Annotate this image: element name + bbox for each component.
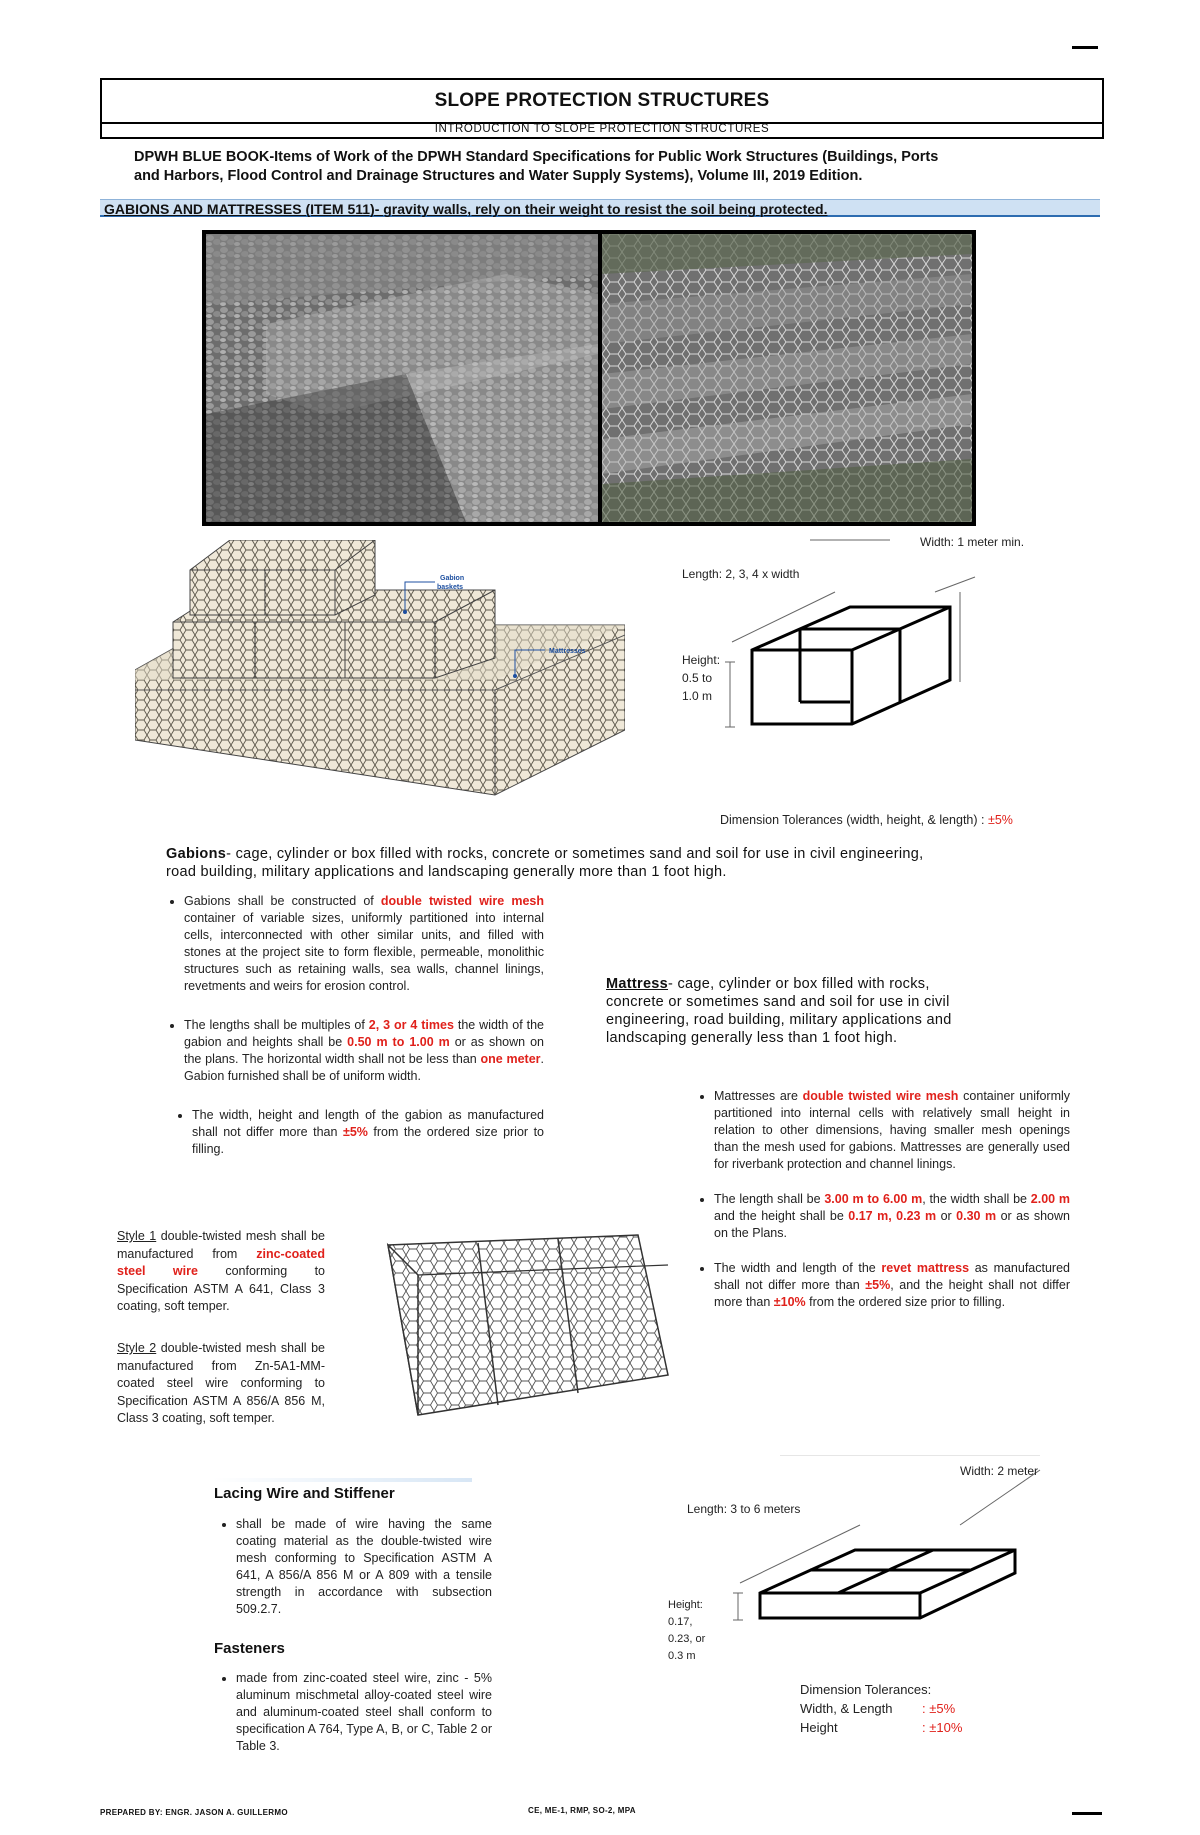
photo-gabion-steps (602, 234, 972, 522)
gabions-term: Gabions (166, 846, 227, 862)
mattress-width-label: Width: 2 meter (960, 1464, 1039, 1478)
gabion-dimension-diagram (680, 532, 1080, 832)
mattress-tolerance-wl-label: Width, & Length (800, 1701, 893, 1716)
style-1-text: Style 1 double-twisted mesh shall be manufactured from zinc-coated steel wire conforming to Specification ASTM A 641, Class 3 coating, soft temper. (117, 1229, 325, 1313)
mattress-definition (606, 975, 986, 1047)
fasteners-bullet: • made from zinc-coated steel wire, zinc - 5% aluminum mischmetal alloy-coated steel wire and aluminum-coated steel shall conform to specification A 764, Type A, B, or C, Table 2 or Table 3. (236, 1670, 492, 1755)
lacing-heading-bar (212, 1478, 472, 1482)
wire-mesh-basket-svg (378, 1225, 678, 1425)
mattress-tolerance-title: Dimension Tolerances: (800, 1682, 932, 1697)
mattress-height-label-3: 0.23, or (668, 1633, 706, 1645)
mattress-height-label-4: 0.3 m (668, 1650, 696, 1662)
lacing-heading: Lacing Wire and Stiffener (214, 1485, 395, 1502)
gabion-tolerance-text: Dimension Tolerances (width, height, & length) : (720, 813, 988, 827)
gabion-bullet-3: • The width, height and length of the gabion as manufactured shall not differ more than ±5% from the ordered size prior to filling. (192, 1107, 544, 1158)
label-gabion-baskets-2: baskets (437, 584, 464, 591)
gabion-stack-svg (135, 540, 625, 800)
mattress-bullets (690, 1088, 1070, 1333)
lacing-bullet: • shall be made of wire having the same coating material as the double-twisted wire mesh conforming to Specification ASTM A 641, A 856/A 856 M or A 809 with a tensile strength in accordance with subsection 509.2.7. (236, 1516, 492, 1618)
page-title: SLOPE PROTECTION STRUCTURES (100, 78, 1104, 124)
mattress-dimension-diagram (660, 1455, 1060, 1670)
gabion-photos-svg (206, 234, 972, 522)
mattress-term: Mattress (606, 976, 669, 992)
gabions-def-text: - cage, cylinder or box filled with rocks, concrete or sometimes sand and soil for use in civil engineering, road building, military applications and landscaping generally more than 1 foot high. (166, 846, 924, 880)
gabion-tolerance-value: ±5% (987, 813, 1013, 827)
reference-text: DPWH BLUE BOOK-Items of Work of the DPWH Standard Specifications for Public Work Structures (Buildings, Ports and Harbors, Flood Control and Drainage Structures and Water Supply Systems), Volume III, 2019 Edition. (134, 149, 939, 184)
label-gabion-baskets-1: Gabion (440, 575, 465, 582)
mattress-height-label-1: Height: (668, 1599, 703, 1611)
gabion-height-label-1: Height: (682, 653, 721, 667)
mattress-length-label: Length: 3 to 6 meters (687, 1502, 801, 1516)
gabion-height-label-3: 1.0 m (682, 689, 713, 703)
lacing-bullets (212, 1516, 492, 1618)
fasteners-bullets (212, 1670, 492, 1755)
style-2-text: Style 2 double-twisted mesh shall be manufactured from Zn-5A1-MM-coated steel wire conforming to Specification ASTM A 856/A 856 M, Class 3 coating, soft temper. (117, 1341, 325, 1425)
page-subtitle: INTRODUCTION TO SLOPE PROTECTION STRUCTURES (100, 121, 1104, 139)
photo-gabion-walls (206, 234, 598, 522)
section-heading-gabions: GABIONS AND MATTRESSES (ITEM 511)- gravity walls, rely on their weight to resist the soil being protected. (100, 199, 1100, 217)
mattress-def-text: - cage, cylinder or box filled with rocks, concrete or sometimes sand and soil for use in civil engineering, road building, military applications and landscaping generally less than 1 foot high. (606, 976, 952, 1046)
label-mattresses: Mattresses (549, 648, 586, 655)
page-mark-bottom (1072, 1812, 1102, 1815)
mattress-tolerance-h-label: Height (800, 1720, 838, 1735)
mattress-box-svg (660, 1455, 1060, 1670)
gabion-box-svg (680, 532, 1080, 832)
gabion-width-label: Width: 1 meter min. (920, 535, 1025, 549)
gabion-tolerance-line (720, 813, 1013, 827)
mattress-bullet-3: • The width and length of the revet mattress as manufactured shall not differ more than ±5%, and the height shall not differ more than ±10% from the ordered size prior to filling. (714, 1260, 1070, 1311)
gabion-bullet-1: • Gabions shall be constructed of double twisted wire mesh container of variable sizes, uniformly partitioned into internal cells, interconnected with other similar units, and filled with stones at the project site to form flexible, permeable, monolithic structures such as retaining walls, sea walls, channel linings, revetments and weirs for erosion control. (184, 893, 544, 995)
gabions-definition (166, 845, 926, 881)
footer-prepared-by: PREPARED BY: ENGR. JASON A. GUILLERMO (100, 1808, 288, 1817)
mattress-height-label-2: 0.17, (668, 1616, 693, 1628)
gabion-height-label-2: 0.5 to (682, 671, 713, 685)
gabion-stack-diagram (135, 540, 625, 800)
fasteners-heading: Fasteners (214, 1640, 285, 1657)
gabion-photos (202, 230, 976, 526)
mattress-tolerance-wl-value: : ±5% (922, 1701, 956, 1716)
wire-mesh-basket-image (378, 1225, 678, 1425)
gabion-length-label: Length: 2, 3, 4 x width (682, 567, 800, 581)
page-mark-top (1072, 46, 1098, 49)
mattress-bullet-2: • The length shall be 3.00 m to 6.00 m, the width shall be 2.00 m and the height shall be 0.17 m, 0.23 m or 0.30 m or as shown on the Plans. (714, 1191, 1070, 1242)
footer-credentials: CE, ME-1, RMP, SO-2, MPA (528, 1806, 636, 1815)
gabion-bullets (160, 893, 544, 1180)
gabion-bullet-2: • The lengths shall be multiples of 2, 3 or 4 times the width of the gabion and heights shall be 0.50 m to 1.00 m or as shown on the plans. The horizontal width shall not be less than one meter. Gabion furnished shall be of uniform width. (184, 1017, 544, 1085)
mattress-bullet-1: • Mattresses are double twisted wire mesh container uniformly partitioned into internal cells with relatively small height in relation to other dimensions, having smaller mesh openings than the mesh used for gabions. Mattresses are generally used for riverbank protection and channel linings. (714, 1088, 1070, 1173)
mattress-tolerance-h-value: : ±10% (922, 1720, 963, 1735)
